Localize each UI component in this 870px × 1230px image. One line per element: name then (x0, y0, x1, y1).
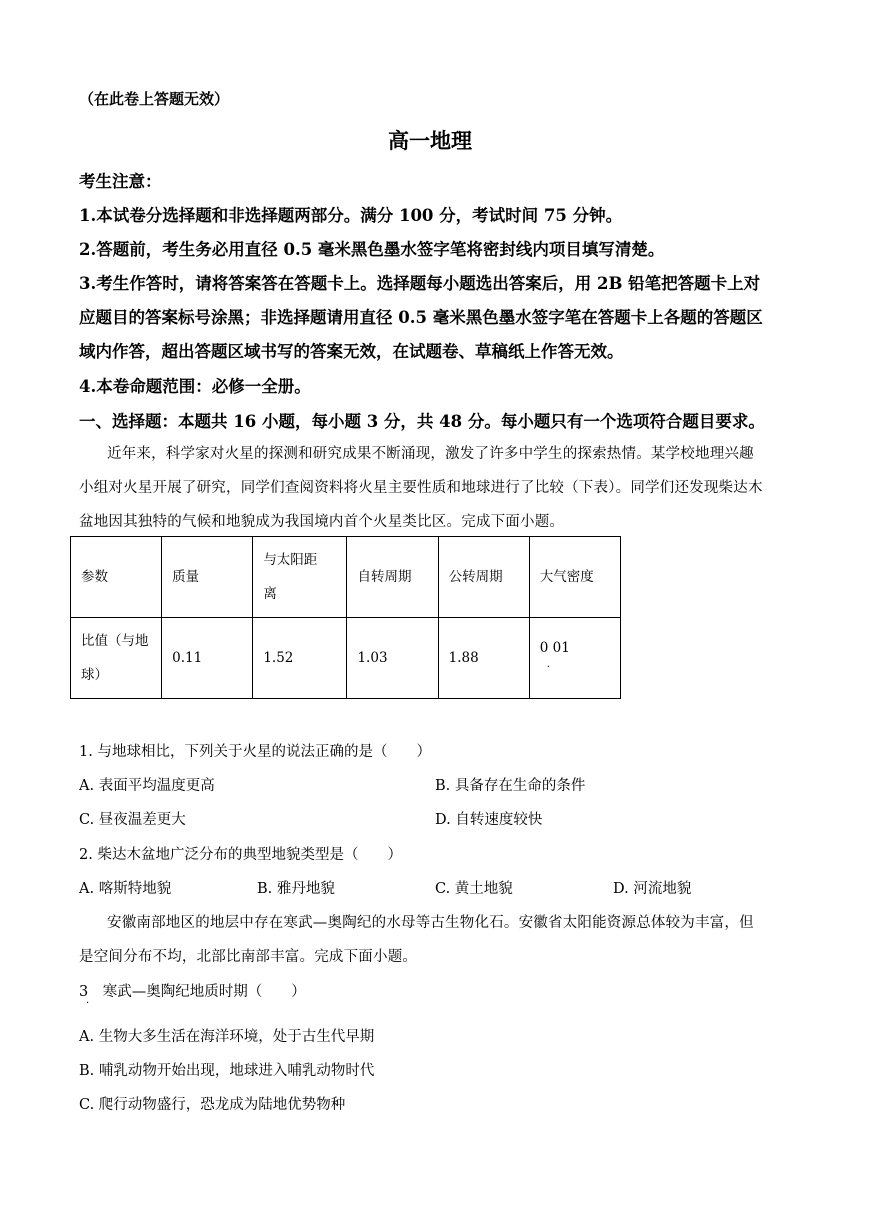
question-1-stem: 1. 与地球相比，下列关于火星的说法正确的是（ ） (79, 744, 431, 760)
mars-earth-comparison-table (70, 536, 621, 699)
notice-item-3-line-2: 应题目的答案标号涂黑；非选择题请用直径 0.5 毫米黑色墨水签字笔在答题卡上各题的答题区 (79, 308, 763, 327)
table-header-cell: 参数 (71, 537, 162, 618)
section-1-heading: 一、选择题：本题共 16 小题，每小题 3 分，共 48 分。每小题只有一个选项符合题目要求。 (79, 412, 765, 431)
table-header-row (71, 537, 621, 618)
question-3-option-a: A. 生物大多生活在海洋环境，处于古生代早期 (79, 1029, 375, 1045)
page-title: 高一地理 (388, 128, 472, 153)
question-3-option-b: B. 哺乳动物开始出现，地球进入哺乳动物时代 (79, 1063, 375, 1079)
invalid-note: （在此卷上答题无效） (79, 90, 230, 108)
question-2-option-b: B. 雅丹地貌 (257, 881, 335, 897)
question-2-option-d: D. 河流地貌 (613, 881, 692, 897)
table-row-label (71, 618, 162, 699)
table-cell (529, 618, 620, 699)
notice-item-3-line-3: 域内作答，超出答题区域书写的答案无效，在试题卷、草稿纸上作答无效。 (79, 342, 624, 361)
table-header-cell (253, 537, 347, 618)
header-dist-line-1: 与太阳距 (263, 552, 318, 568)
passage-1-line-3: 盆地因其独特的气候和地貌成为我国境内首个火星类比区。完成下面小题。 (79, 514, 565, 530)
passage-2-line-1: 安徽南部地区的地层中存在寒武—奥陶纪的水母等古生物化石。安徽省太阳能资源总体较为丰富，但 (107, 915, 754, 931)
table-cell: 1.03 (347, 618, 438, 699)
question-3-option-c: C. 爬行动物盛行，恐龙成为陆地优势物种 (79, 1097, 346, 1113)
table-row (71, 618, 621, 699)
notice-heading: 考生注意： (79, 172, 162, 191)
table-header-cell: 质量 (162, 537, 253, 618)
question-2-option-c: C. 黄土地貌 (435, 881, 513, 897)
question-1-option-b: B. 具备存在生命的条件 (435, 778, 586, 794)
passage-1-line-2: 小组对火星开展了研究，同学们查阅资料将火星主要性质和地球进行了比较（下表）。同学们还发现柴达木 (79, 480, 763, 496)
table-header-cell: 自转周期 (347, 537, 438, 618)
atmosphere-density-value: 0 01 (539, 640, 570, 656)
table-cell: 1.88 (438, 618, 529, 699)
notice-item-3-line-1: 3.考生作答时，请将答案答在答题卡上。选择题每小题选出答案后，用 2B 铅笔把答题卡上对 (79, 274, 761, 293)
question-2-stem: 2. 柴达木盆地广泛分布的典型地貌类型是（ ） (79, 847, 402, 863)
question-3-stem: 3 寒武—奥陶纪地质时期（ ） (79, 984, 306, 1000)
table-header-cell: 公转周期 (438, 537, 529, 618)
question-1-option-d: D. 自转速度较快 (435, 812, 543, 828)
row-label-line-1: 比值（与地 (81, 633, 149, 649)
notice-item-2: 2.答题前，考生务必用直径 0.5 毫米黑色墨水签字笔将密封线内项目填写清楚。 (79, 240, 665, 259)
table-cell: 1.52 (253, 618, 347, 699)
passage-2-line-2: 是空间分布不均，北部比南部丰富。完成下面小题。 (79, 949, 418, 965)
passage-1-line-1: 近年来，科学家对火星的探测和研究成果不断涌现，激发了许多中学生的探索热情。某学校地理兴趣 (107, 446, 754, 462)
notice-item-4: 4.本卷命题范围：必修一全册。 (79, 377, 311, 396)
question-1-option-a: A. 表面平均温度更高 (79, 778, 215, 794)
header-dist-line-2: 离 (263, 586, 277, 602)
table-cell: 0.11 (162, 618, 253, 699)
value-dot: · (546, 662, 550, 673)
notice-item-1: 1.本试卷分选择题和非选择题两部分。满分 100 分，考试时间 75 分钟。 (79, 206, 623, 225)
table-header-cell: 大气密度 (529, 537, 620, 618)
question-1-option-c: C. 昼夜温差更大 (79, 812, 186, 828)
row-label-line-2: 球） (81, 667, 108, 683)
question-2-option-a: A. 喀斯特地貌 (79, 881, 172, 897)
question-3-dot: · (86, 998, 90, 1009)
